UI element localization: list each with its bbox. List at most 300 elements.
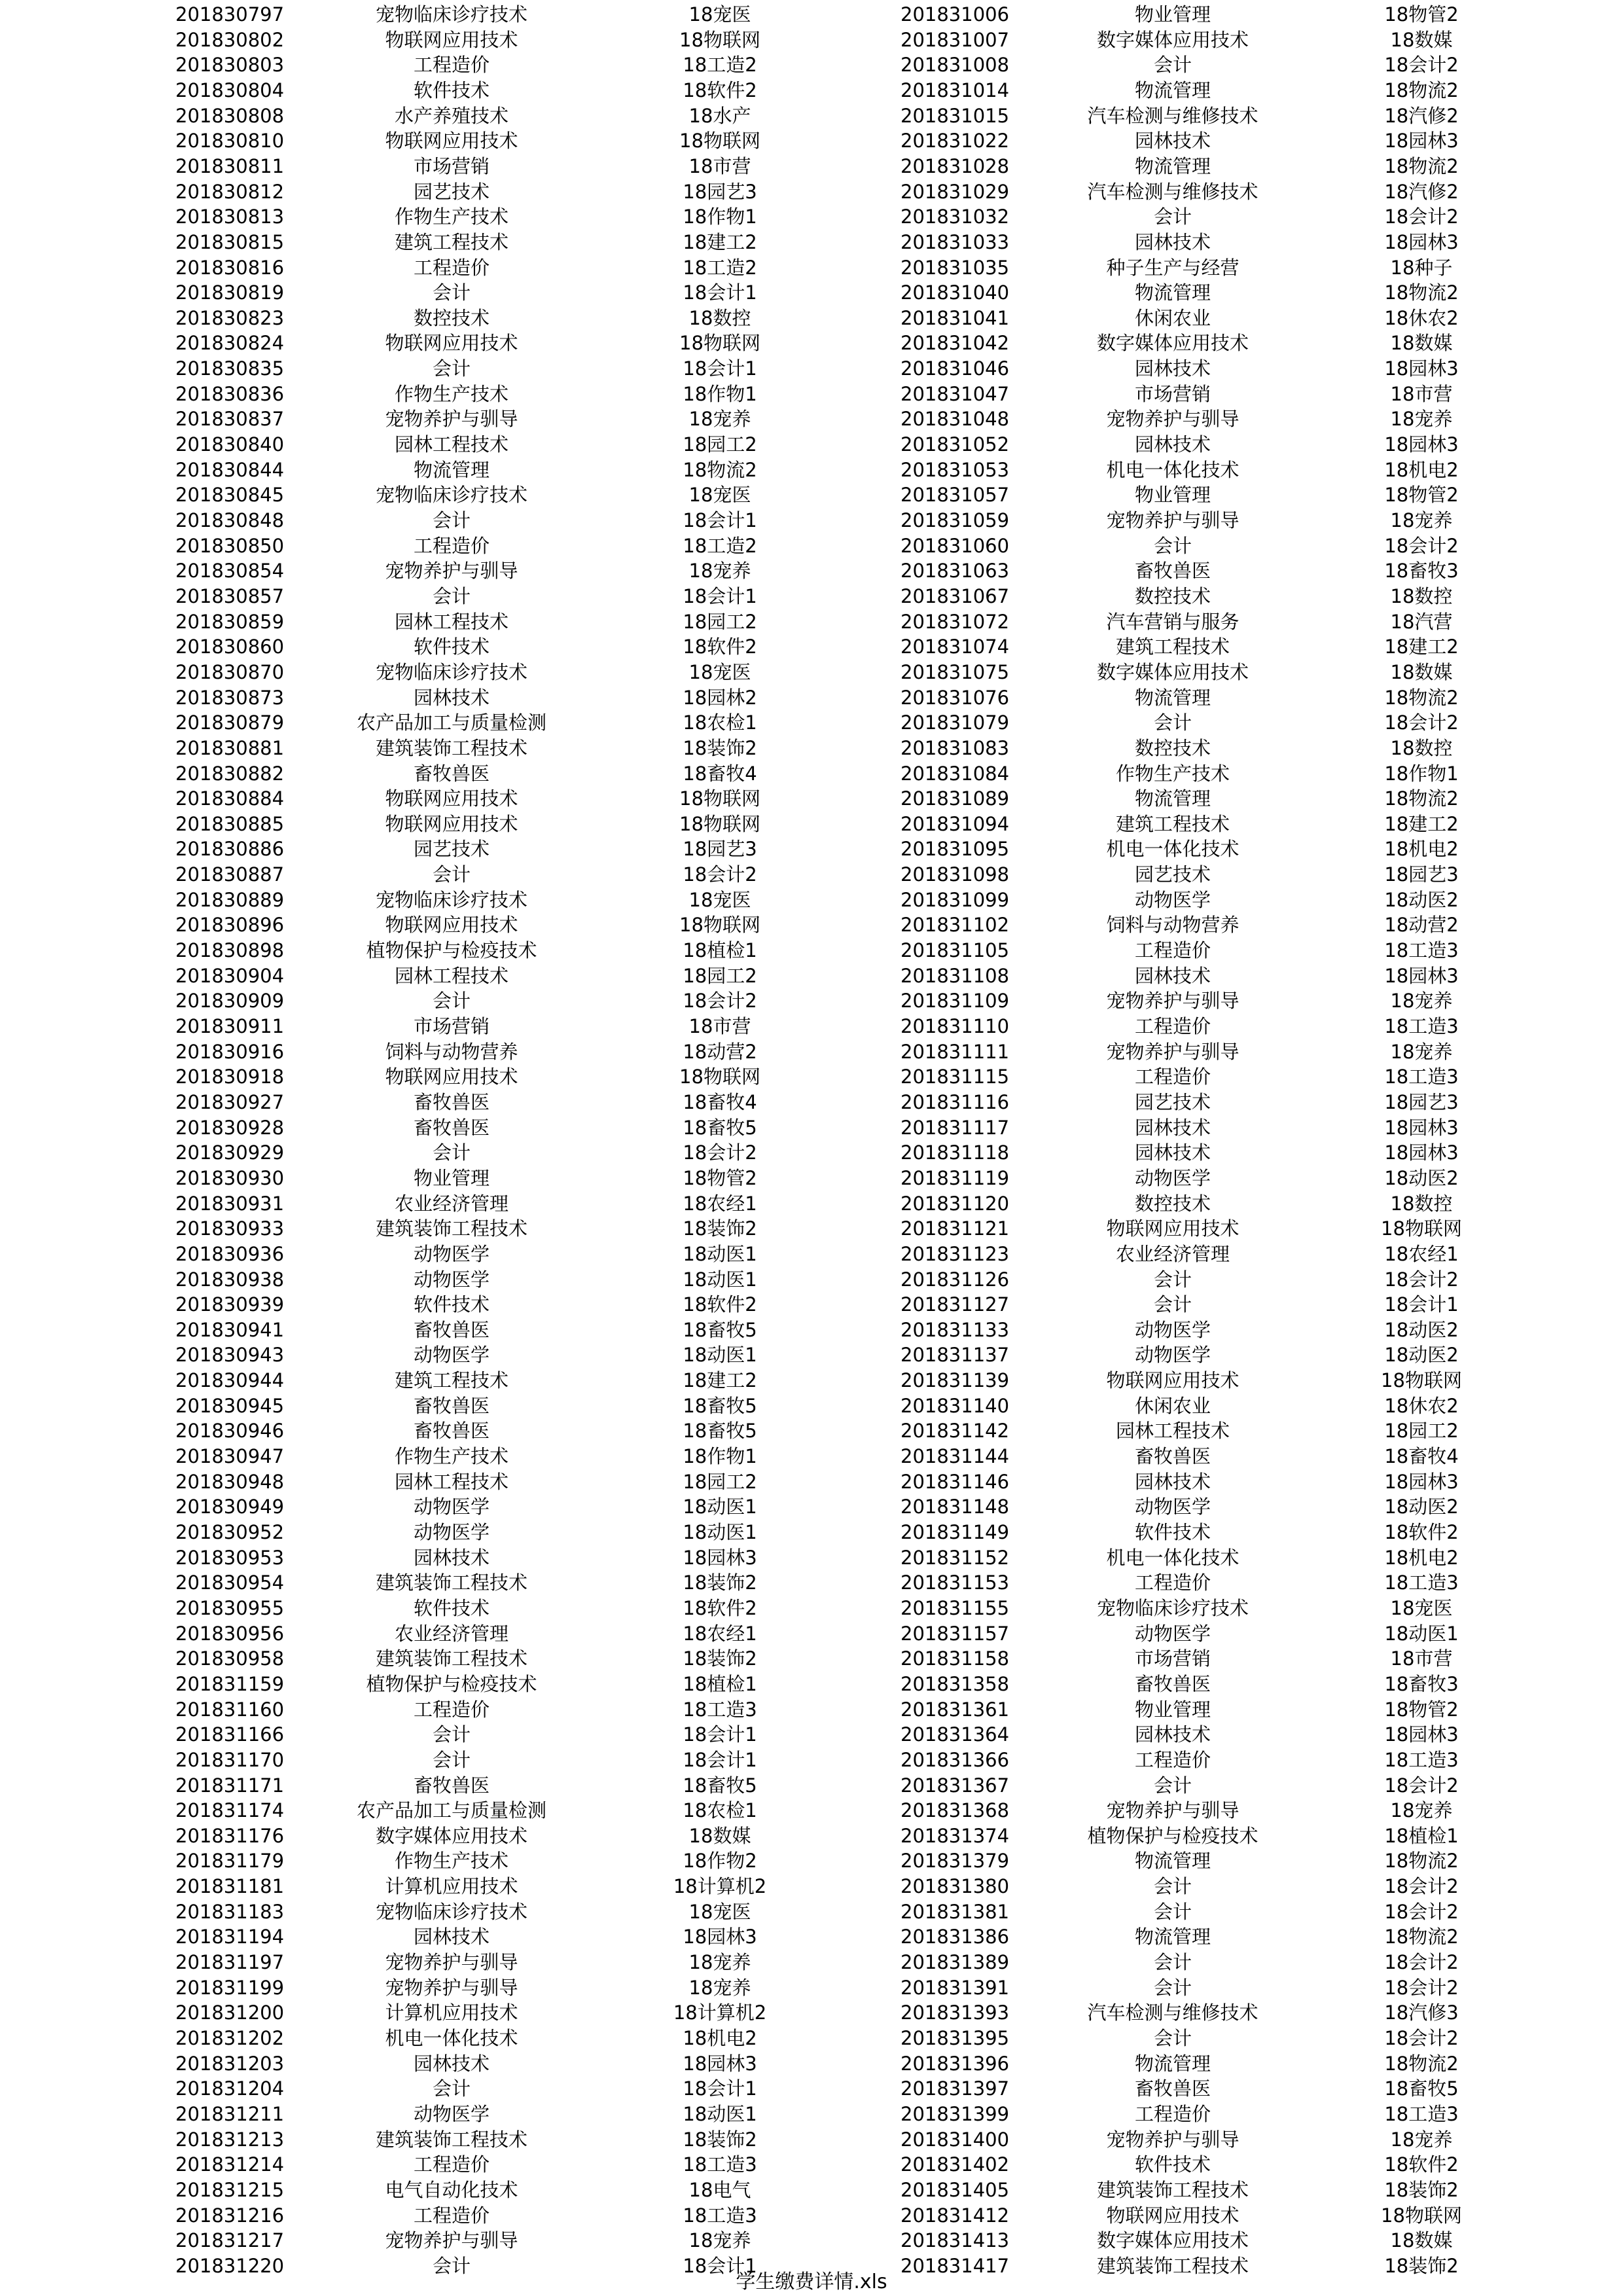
table-row — [0, 1292, 1623, 1318]
table-row — [0, 1570, 1623, 1596]
major-cell: 畜牧兽医 — [413, 1420, 490, 1443]
student-id-cell: 201831063 — [901, 560, 1010, 583]
major-cell: 物联网应用技术 — [385, 28, 518, 51]
class-cell: 18作物1 — [683, 1445, 757, 1468]
class-cell: 18工造3 — [1384, 1748, 1459, 1771]
major-cell: 会计 — [1153, 1875, 1192, 1898]
table-row — [0, 1342, 1623, 1368]
class-cell: 18计算机2 — [673, 2001, 767, 2024]
class-cell: 18装饰2 — [683, 1571, 757, 1594]
class-cell: 18畜牧4 — [683, 762, 757, 785]
student-id-cell: 201830837 — [175, 408, 285, 431]
major-cell: 宠物临床诊疗技术 — [1096, 1596, 1249, 1619]
student-id-cell: 201830945 — [175, 1394, 285, 1417]
table-row — [0, 888, 1623, 913]
student-id-cell: 201831084 — [901, 762, 1010, 785]
student-id-cell: 201831397 — [901, 2077, 1010, 2100]
student-id-cell: 201831137 — [901, 1344, 1010, 1367]
class-cell: 18物流2 — [1384, 154, 1459, 177]
class-cell: 18会计1 — [683, 357, 757, 380]
table-row — [0, 1975, 1623, 2001]
table-row — [0, 710, 1623, 736]
major-cell: 数字媒体应用技术 — [1096, 660, 1249, 683]
student-id-cell: 201830886 — [175, 838, 285, 861]
class-cell: 18会计1 — [683, 584, 757, 607]
major-cell: 数字媒体应用技术 — [1096, 28, 1249, 51]
table-row — [0, 280, 1623, 306]
student-id-cell: 201830823 — [175, 306, 285, 329]
class-cell: 18休农2 — [1384, 1394, 1459, 1417]
major-cell: 会计 — [1153, 534, 1192, 557]
student-id-cell: 201830930 — [175, 1166, 285, 1189]
student-id-cell: 201831217 — [175, 2229, 285, 2252]
class-cell: 18物流2 — [1384, 79, 1459, 101]
student-id-cell: 201830911 — [175, 1015, 285, 1037]
class-cell: 18宠养 — [1390, 990, 1453, 1013]
student-id-cell: 201831144 — [901, 1445, 1010, 1468]
student-id-cell: 201831396 — [901, 2052, 1010, 2075]
student-id-cell: 201831140 — [901, 1394, 1010, 1417]
major-cell: 计算机应用技术 — [385, 1875, 518, 1898]
class-cell: 18物联网 — [1381, 1369, 1462, 1392]
student-id-cell: 201831202 — [175, 2027, 285, 2049]
class-cell: 18建工2 — [1384, 636, 1459, 658]
student-id-cell: 201831368 — [901, 1799, 1010, 1822]
table-row — [0, 1014, 1623, 1039]
student-id-cell: 201831006 — [901, 3, 1010, 26]
student-id-cell: 201831155 — [901, 1596, 1010, 1619]
table-row — [0, 331, 1623, 356]
sheet-footer-filename: 学生缴费详情.xls — [736, 2270, 887, 2293]
table-row — [0, 154, 1623, 179]
class-cell: 18物管2 — [1384, 1698, 1459, 1721]
student-id-cell: 201831361 — [901, 1698, 1010, 1721]
student-id-cell: 201830804 — [175, 79, 285, 101]
major-cell: 汽车检测与维修技术 — [1087, 2001, 1258, 2024]
student-id-cell: 201830885 — [175, 812, 285, 835]
class-cell: 18宠医 — [688, 660, 751, 683]
major-cell: 建筑装饰工程技术 — [375, 736, 527, 759]
class-cell: 18作物1 — [1384, 762, 1459, 785]
student-id-cell: 201831358 — [901, 1672, 1010, 1695]
student-id-cell: 201831179 — [175, 1850, 285, 1873]
major-cell: 农业经济管理 — [394, 1622, 508, 1645]
student-id-cell: 201831060 — [901, 534, 1010, 557]
major-cell: 会计 — [432, 584, 471, 607]
major-cell: 物联网应用技术 — [385, 787, 518, 810]
class-cell: 18市营 — [1390, 1647, 1453, 1670]
student-id-cell: 201831110 — [901, 1015, 1010, 1037]
class-cell: 18会计2 — [1384, 1268, 1459, 1291]
class-cell: 18会计1 — [683, 1748, 757, 1771]
class-cell: 18物流2 — [1384, 686, 1459, 709]
student-id-cell: 201830944 — [175, 1369, 285, 1392]
major-cell: 机电一体化技术 — [1106, 1546, 1240, 1569]
major-cell: 工程造价 — [1134, 939, 1211, 962]
class-cell: 18植检1 — [1384, 1824, 1459, 1847]
table-row — [0, 2000, 1623, 2026]
student-id-cell: 201831120 — [901, 1192, 1010, 1215]
major-cell: 数控技术 — [1134, 1192, 1211, 1215]
table-row — [0, 1393, 1623, 1419]
student-id-cell: 201831108 — [901, 964, 1010, 987]
class-cell: 18装饰2 — [1384, 2178, 1459, 2201]
student-id-cell: 201830889 — [175, 888, 285, 911]
student-id-cell: 201830916 — [175, 1040, 285, 1063]
class-cell: 18园工2 — [683, 610, 757, 633]
student-id-cell: 201831098 — [901, 863, 1010, 886]
major-cell: 园林技术 — [1134, 230, 1211, 253]
class-cell: 18机电2 — [1384, 1546, 1459, 1569]
major-cell: 建筑工程技术 — [1115, 812, 1230, 835]
class-cell: 18宠医 — [1390, 1596, 1453, 1619]
student-id-cell: 201830939 — [175, 1293, 285, 1316]
table-row — [0, 963, 1623, 989]
class-cell: 18园林3 — [1384, 357, 1459, 380]
class-cell: 18电气 — [688, 2178, 751, 2201]
major-cell: 园林技术 — [413, 1546, 490, 1569]
student-id-cell: 201831213 — [175, 2128, 285, 2151]
student-id-cell: 201831035 — [901, 256, 1010, 279]
class-cell: 18物管2 — [683, 1166, 757, 1189]
class-cell: 18动营2 — [683, 1040, 757, 1063]
major-cell: 园林技术 — [413, 2052, 490, 2075]
class-cell: 18园林3 — [1384, 433, 1459, 456]
major-cell: 物流管理 — [1134, 79, 1211, 101]
student-id-cell: 201830896 — [175, 914, 285, 937]
class-cell: 18建工2 — [683, 230, 757, 253]
table-row — [0, 432, 1623, 457]
major-cell: 园林技术 — [1134, 433, 1211, 456]
major-cell: 畜牧兽医 — [1134, 1672, 1211, 1695]
student-id-cell: 201831170 — [175, 1748, 285, 1771]
class-cell: 18工造2 — [683, 54, 757, 77]
major-cell: 软件技术 — [413, 79, 490, 101]
table-row — [0, 103, 1623, 129]
major-cell: 会计 — [1153, 1293, 1192, 1316]
class-cell: 18动医2 — [1384, 888, 1459, 911]
class-cell: 18宠养 — [688, 408, 751, 431]
table-row — [0, 230, 1623, 255]
major-cell: 会计 — [1153, 1951, 1192, 1974]
class-cell: 18园艺3 — [1384, 1090, 1459, 1113]
student-id-cell: 201831149 — [901, 1521, 1010, 1543]
student-id-cell: 201830835 — [175, 357, 285, 380]
table-row — [0, 382, 1623, 407]
major-cell: 作物生产技术 — [394, 206, 508, 228]
student-id-cell: 201831057 — [901, 484, 1010, 507]
table-row — [0, 912, 1623, 938]
student-id-cell: 201831041 — [901, 306, 1010, 329]
major-cell: 作物生产技术 — [1115, 762, 1230, 785]
student-id-cell: 201831022 — [901, 130, 1010, 152]
class-cell: 18物联网 — [1381, 2204, 1462, 2227]
table-row — [0, 457, 1623, 483]
student-id-cell: 201831374 — [901, 1824, 1010, 1847]
student-id-cell: 201831067 — [901, 584, 1010, 607]
major-cell: 宠物养护与驯导 — [385, 1976, 518, 1999]
major-cell: 物业管理 — [413, 1166, 490, 1189]
class-cell: 18动医1 — [683, 1242, 757, 1265]
table-row — [0, 2102, 1623, 2127]
major-cell: 作物生产技术 — [394, 1850, 508, 1873]
major-cell: 会计 — [1153, 2027, 1192, 2049]
class-cell: 18作物2 — [683, 1850, 757, 1873]
table-row — [0, 660, 1623, 685]
table-row — [0, 558, 1623, 584]
major-cell: 数字媒体应用技术 — [1096, 332, 1249, 355]
major-cell: 工程造价 — [413, 54, 490, 77]
class-cell: 18物联网 — [679, 787, 760, 810]
class-cell: 18畜牧4 — [1384, 1445, 1459, 1468]
class-cell: 18物联网 — [679, 1066, 760, 1088]
student-id-cell: 201830955 — [175, 1596, 285, 1619]
class-cell: 18园林3 — [1384, 230, 1459, 253]
class-cell: 18宠养 — [1390, 509, 1453, 531]
student-id-cell: 201831181 — [175, 1875, 285, 1898]
major-cell: 动物医学 — [1134, 888, 1211, 911]
major-cell: 畜牧兽医 — [413, 762, 490, 785]
table-row — [0, 2228, 1623, 2253]
class-cell: 18物管2 — [1384, 484, 1459, 507]
table-row — [0, 1216, 1623, 1242]
student-id-cell: 201830953 — [175, 1546, 285, 1569]
class-cell: 18装饰2 — [1384, 2254, 1459, 2277]
student-id-cell: 201831215 — [175, 2178, 285, 2201]
class-cell: 18会计2 — [1384, 1875, 1459, 1898]
student-id-cell: 201831121 — [901, 1217, 1010, 1240]
class-cell: 18动营2 — [1384, 914, 1459, 937]
table-row — [0, 204, 1623, 230]
class-cell: 18物流2 — [1384, 787, 1459, 810]
major-cell: 软件技术 — [413, 1293, 490, 1316]
major-cell: 园林工程技术 — [394, 1470, 508, 1493]
table-row — [0, 1115, 1623, 1141]
class-cell: 18水产 — [688, 104, 751, 127]
class-cell: 18会计2 — [1384, 1951, 1459, 1974]
major-cell: 机电一体化技术 — [1106, 838, 1240, 861]
major-cell: 软件技术 — [1134, 2153, 1211, 2176]
class-cell: 18园艺3 — [683, 838, 757, 861]
class-cell: 18宠养 — [1390, 408, 1453, 431]
student-id-cell: 201830931 — [175, 1192, 285, 1215]
major-cell: 饲料与动物营养 — [1106, 914, 1240, 937]
table-row — [0, 685, 1623, 711]
student-id-cell: 201831176 — [175, 1824, 285, 1847]
student-id-cell: 201831367 — [901, 1774, 1010, 1797]
student-id-cell: 201831119 — [901, 1166, 1010, 1189]
student-id-cell: 201830904 — [175, 964, 285, 987]
student-id-cell: 201831059 — [901, 509, 1010, 531]
student-id-cell: 201830943 — [175, 1344, 285, 1367]
table-row — [0, 1242, 1623, 1267]
class-cell: 18园艺3 — [1384, 863, 1459, 886]
major-cell: 园林技术 — [1134, 130, 1211, 152]
major-cell: 动物医学 — [413, 2102, 490, 2125]
major-cell: 农产品加工与质量检测 — [356, 711, 546, 734]
class-cell: 18工造3 — [1384, 939, 1459, 962]
class-cell: 18会计2 — [683, 990, 757, 1013]
major-cell: 软件技术 — [1134, 1521, 1211, 1543]
student-id-cell: 201831211 — [175, 2102, 285, 2125]
student-id-cell: 201831395 — [901, 2027, 1010, 2049]
major-cell: 园林技术 — [1134, 1723, 1211, 1746]
table-row — [0, 584, 1623, 609]
student-id-cell: 201830812 — [175, 180, 285, 203]
class-cell: 18装饰2 — [683, 1647, 757, 1670]
class-cell: 18会计2 — [1384, 534, 1459, 557]
major-cell: 园艺技术 — [413, 180, 490, 203]
major-cell: 会计 — [432, 281, 471, 304]
table-row — [0, 52, 1623, 78]
class-cell: 18农检1 — [683, 711, 757, 734]
class-cell: 18畜牧5 — [1384, 2077, 1459, 2100]
class-cell: 18农检1 — [683, 1799, 757, 1822]
class-cell: 18软件2 — [683, 636, 757, 658]
class-cell: 18农经1 — [683, 1192, 757, 1215]
table-row — [0, 862, 1623, 888]
class-cell: 18园林3 — [683, 2052, 757, 2075]
class-cell: 18工造3 — [1384, 1015, 1459, 1037]
class-cell: 18畜牧5 — [683, 1774, 757, 1797]
class-cell: 18会计2 — [1384, 711, 1459, 734]
major-cell: 宠物临床诊疗技术 — [375, 3, 527, 26]
table-row — [0, 2026, 1623, 2051]
major-cell: 宠物临床诊疗技术 — [375, 484, 527, 507]
major-cell: 动物医学 — [413, 1268, 490, 1291]
class-cell: 18畜牧4 — [683, 1090, 757, 1113]
major-cell: 会计 — [432, 863, 471, 886]
major-cell: 物流管理 — [1134, 686, 1211, 709]
major-cell: 物联网应用技术 — [1106, 2204, 1240, 2227]
student-id-cell: 201831015 — [901, 104, 1010, 127]
major-cell: 宠物养护与驯导 — [385, 560, 518, 583]
major-cell: 机电一体化技术 — [1106, 458, 1240, 481]
major-cell: 宠物养护与驯导 — [1106, 1799, 1240, 1822]
major-cell: 动物医学 — [413, 1344, 490, 1367]
major-cell: 工程造价 — [1134, 1015, 1211, 1037]
major-cell: 畜牧兽医 — [1134, 1445, 1211, 1468]
student-id-cell: 201831183 — [175, 1900, 285, 1923]
major-cell: 园林工程技术 — [394, 964, 508, 987]
student-id-cell: 201830845 — [175, 484, 285, 507]
major-cell: 会计 — [432, 2254, 471, 2277]
student-id-cell: 201831139 — [901, 1369, 1010, 1392]
student-id-cell: 201831046 — [901, 357, 1010, 380]
class-cell: 18工造2 — [683, 534, 757, 557]
major-cell: 宠物养护与驯导 — [1106, 990, 1240, 1013]
table-row — [0, 736, 1623, 761]
major-cell: 宠物养护与驯导 — [385, 1951, 518, 1974]
student-id-cell: 201831029 — [901, 180, 1010, 203]
major-cell: 工程造价 — [413, 534, 490, 557]
table-row — [0, 938, 1623, 963]
class-cell: 18物联网 — [1381, 1217, 1462, 1240]
student-id-cell: 201830816 — [175, 256, 285, 279]
class-cell: 18数控 — [1390, 736, 1453, 759]
table-row — [0, 609, 1623, 635]
major-cell: 动物医学 — [413, 1521, 490, 1543]
major-cell: 数控技术 — [413, 306, 490, 329]
class-cell: 18畜牧5 — [683, 1420, 757, 1443]
table-row — [0, 1267, 1623, 1293]
class-cell: 18物联网 — [679, 332, 760, 355]
table-row — [0, 1418, 1623, 1444]
major-cell: 动物医学 — [1134, 1344, 1211, 1367]
class-cell: 18植检1 — [683, 939, 757, 962]
student-id-cell: 201830882 — [175, 762, 285, 785]
class-cell: 18工造3 — [1384, 1571, 1459, 1594]
major-cell: 物联网应用技术 — [385, 1066, 518, 1088]
student-id-cell: 201831214 — [175, 2153, 285, 2176]
table-row — [0, 1520, 1623, 1545]
student-id-cell: 201830802 — [175, 28, 285, 51]
class-cell: 18园林3 — [683, 1546, 757, 1569]
table-row — [0, 761, 1623, 787]
student-id-cell: 201831413 — [901, 2229, 1010, 2252]
major-cell: 建筑装饰工程技术 — [375, 1217, 527, 1240]
class-cell: 18种子 — [1390, 256, 1453, 279]
class-cell: 18园林3 — [1384, 1116, 1459, 1139]
class-cell: 18动医2 — [1384, 1166, 1459, 1189]
student-id-cell: 201830947 — [175, 1445, 285, 1468]
student-id-cell: 201831171 — [175, 1774, 285, 1797]
table-row — [0, 1924, 1623, 1950]
student-id-cell: 201830810 — [175, 130, 285, 152]
class-cell: 18会计2 — [1384, 206, 1459, 228]
major-cell: 市场营销 — [413, 154, 490, 177]
table-row — [0, 1469, 1623, 1495]
table-row — [0, 2076, 1623, 2102]
table-row — [0, 1874, 1623, 1899]
student-id-cell: 201830857 — [175, 584, 285, 607]
class-cell: 18工造3 — [683, 2153, 757, 2176]
student-id-cell: 201831040 — [901, 281, 1010, 304]
class-cell: 18数控 — [1390, 1192, 1453, 1215]
student-id-cell: 201831076 — [901, 686, 1010, 709]
class-cell: 18软件2 — [683, 79, 757, 101]
class-cell: 18宠医 — [688, 888, 751, 911]
class-cell: 18工造3 — [683, 2204, 757, 2227]
student-id-cell: 201831028 — [901, 154, 1010, 177]
class-cell: 18宠养 — [688, 1976, 751, 1999]
major-cell: 会计 — [432, 1723, 471, 1746]
student-id-cell: 201831381 — [901, 1900, 1010, 1923]
major-cell: 会计 — [1153, 1268, 1192, 1291]
major-cell: 物业管理 — [1134, 1698, 1211, 1721]
student-id-cell: 201831133 — [901, 1318, 1010, 1341]
class-cell: 18畜牧5 — [683, 1116, 757, 1139]
student-id-cell: 201831166 — [175, 1723, 285, 1746]
major-cell: 畜牧兽医 — [413, 1116, 490, 1139]
student-id-cell: 201831391 — [901, 1976, 1010, 1999]
class-cell: 18物流2 — [683, 458, 757, 481]
major-cell: 物联网应用技术 — [385, 332, 518, 355]
major-cell: 建筑装饰工程技术 — [375, 1571, 527, 1594]
major-cell: 动物医学 — [1134, 1622, 1211, 1645]
student-id-cell: 201831047 — [901, 382, 1010, 405]
class-cell: 18工造3 — [683, 1698, 757, 1721]
student-id-cell: 201830808 — [175, 104, 285, 127]
major-cell: 会计 — [1153, 54, 1192, 77]
major-cell: 宠物养护与驯导 — [385, 2229, 518, 2252]
table-row — [0, 27, 1623, 53]
student-id-cell: 201830958 — [175, 1647, 285, 1670]
table-row — [0, 1823, 1623, 1849]
class-cell: 18数媒 — [1390, 28, 1453, 51]
major-cell: 会计 — [432, 2077, 471, 2100]
class-cell: 18建工2 — [683, 1369, 757, 1392]
